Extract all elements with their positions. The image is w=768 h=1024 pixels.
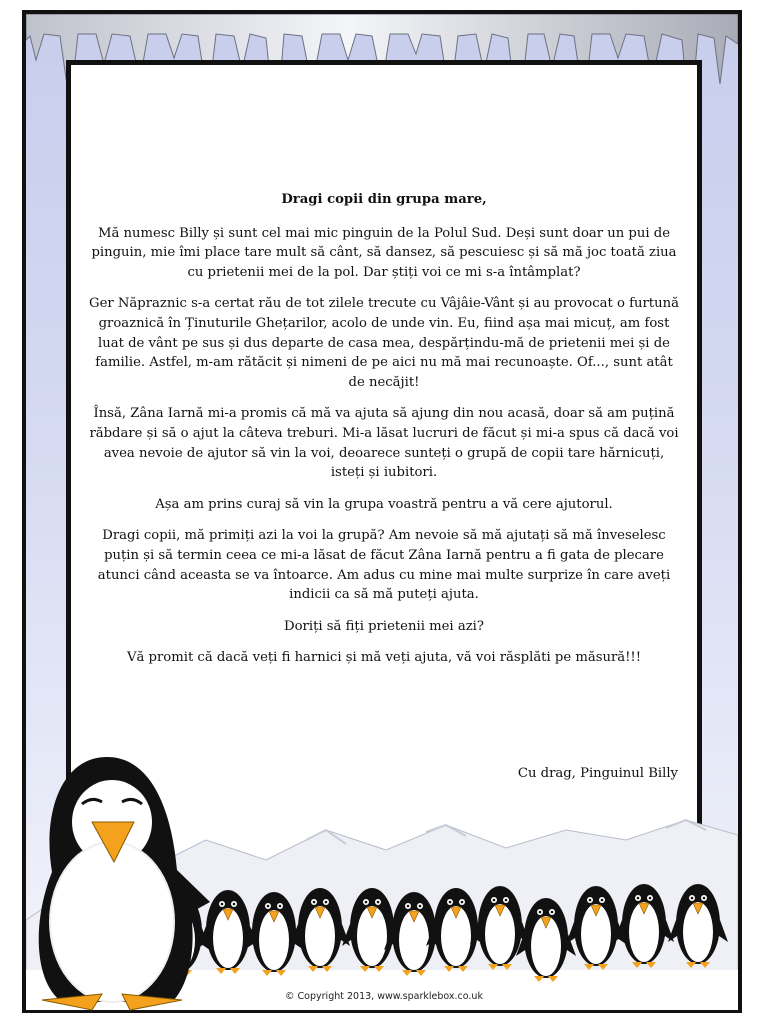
letter-paragraph: Dragi copii, mă primiți azi la voi la grupă? Am nevoie să mă ajutați să mă înveselesc puțin și să termin ceea ce mi-a lăsat de făcut Zâna Iarnă pentru a fi gata de plecare atunci când aceasta se va întoarce. Am adus cu mine mai multe surprize în care aveți indicii ca să mă puteți ajuta. xyxy=(97,528,671,603)
letter-body xyxy=(88,190,680,680)
letter-paragraph: Așa am prins curaj să vin la grupa voastră pentru a vă cere ajutorul. xyxy=(155,496,613,512)
letter-signature: Cu drag, Pinguinul Billy xyxy=(517,766,678,781)
letter-greeting: Dragi copii din grupa mare, xyxy=(281,192,487,207)
penguin-group xyxy=(150,858,740,988)
copyright-footer: © Copyright 2013, www.sparklebox.co.uk xyxy=(285,991,483,1002)
letter-paragraph: Doriți să fiți prietenii mei azi? xyxy=(284,618,484,634)
penguin-illustration xyxy=(22,752,212,1014)
letter-paragraph: Ger Năpraznic s-a certat rău de tot zilele trecute cu Vâjâie-Vânt și au provocat o furtună groaznică în Ținuturile Ghețarilor, acolo de unde vin. Eu, fiind așa mai micuț, am fost luat de vânt pe sus și dus departe de casa mea, despărțindu-mă de prietenii mei și de familie. Astfel, m-am rătăcit și nimeni de pe aici nu mă mai recunoaște. Of..., sunt atât de necăjit! xyxy=(89,296,679,390)
letter-paragraph: Însă, Zâna Iarnă mi-a promis că mă va ajuta să ajung din nou acasă, doar să am puțină răbdare și să o ajut la câteva treburi. Mi-a lăsat lucruri de făcut și mi-a spus că dacă voi avea nevoie de ajutor să vin la voi, deoarece sunteți o grupă de copii tare hărnicuți, isteți și iubitori. xyxy=(89,406,679,481)
letter-paragraph: Mă numesc Billy și sunt cel mai mic pinguin de la Polul Sud. Deși sunt doar un pui de pinguin, mie îmi place tare mult să cânt, să dansez, să pescuiesc și să mă joc toată ziua cu prietenii mei de la pol. Dar știți voi ce mi s-a întâmplat? xyxy=(91,225,677,280)
letter-paragraph: Vă promit că dacă veți fi harnici și mă veți ajuta, vă voi răsplăti pe măsură!!! xyxy=(126,650,642,666)
